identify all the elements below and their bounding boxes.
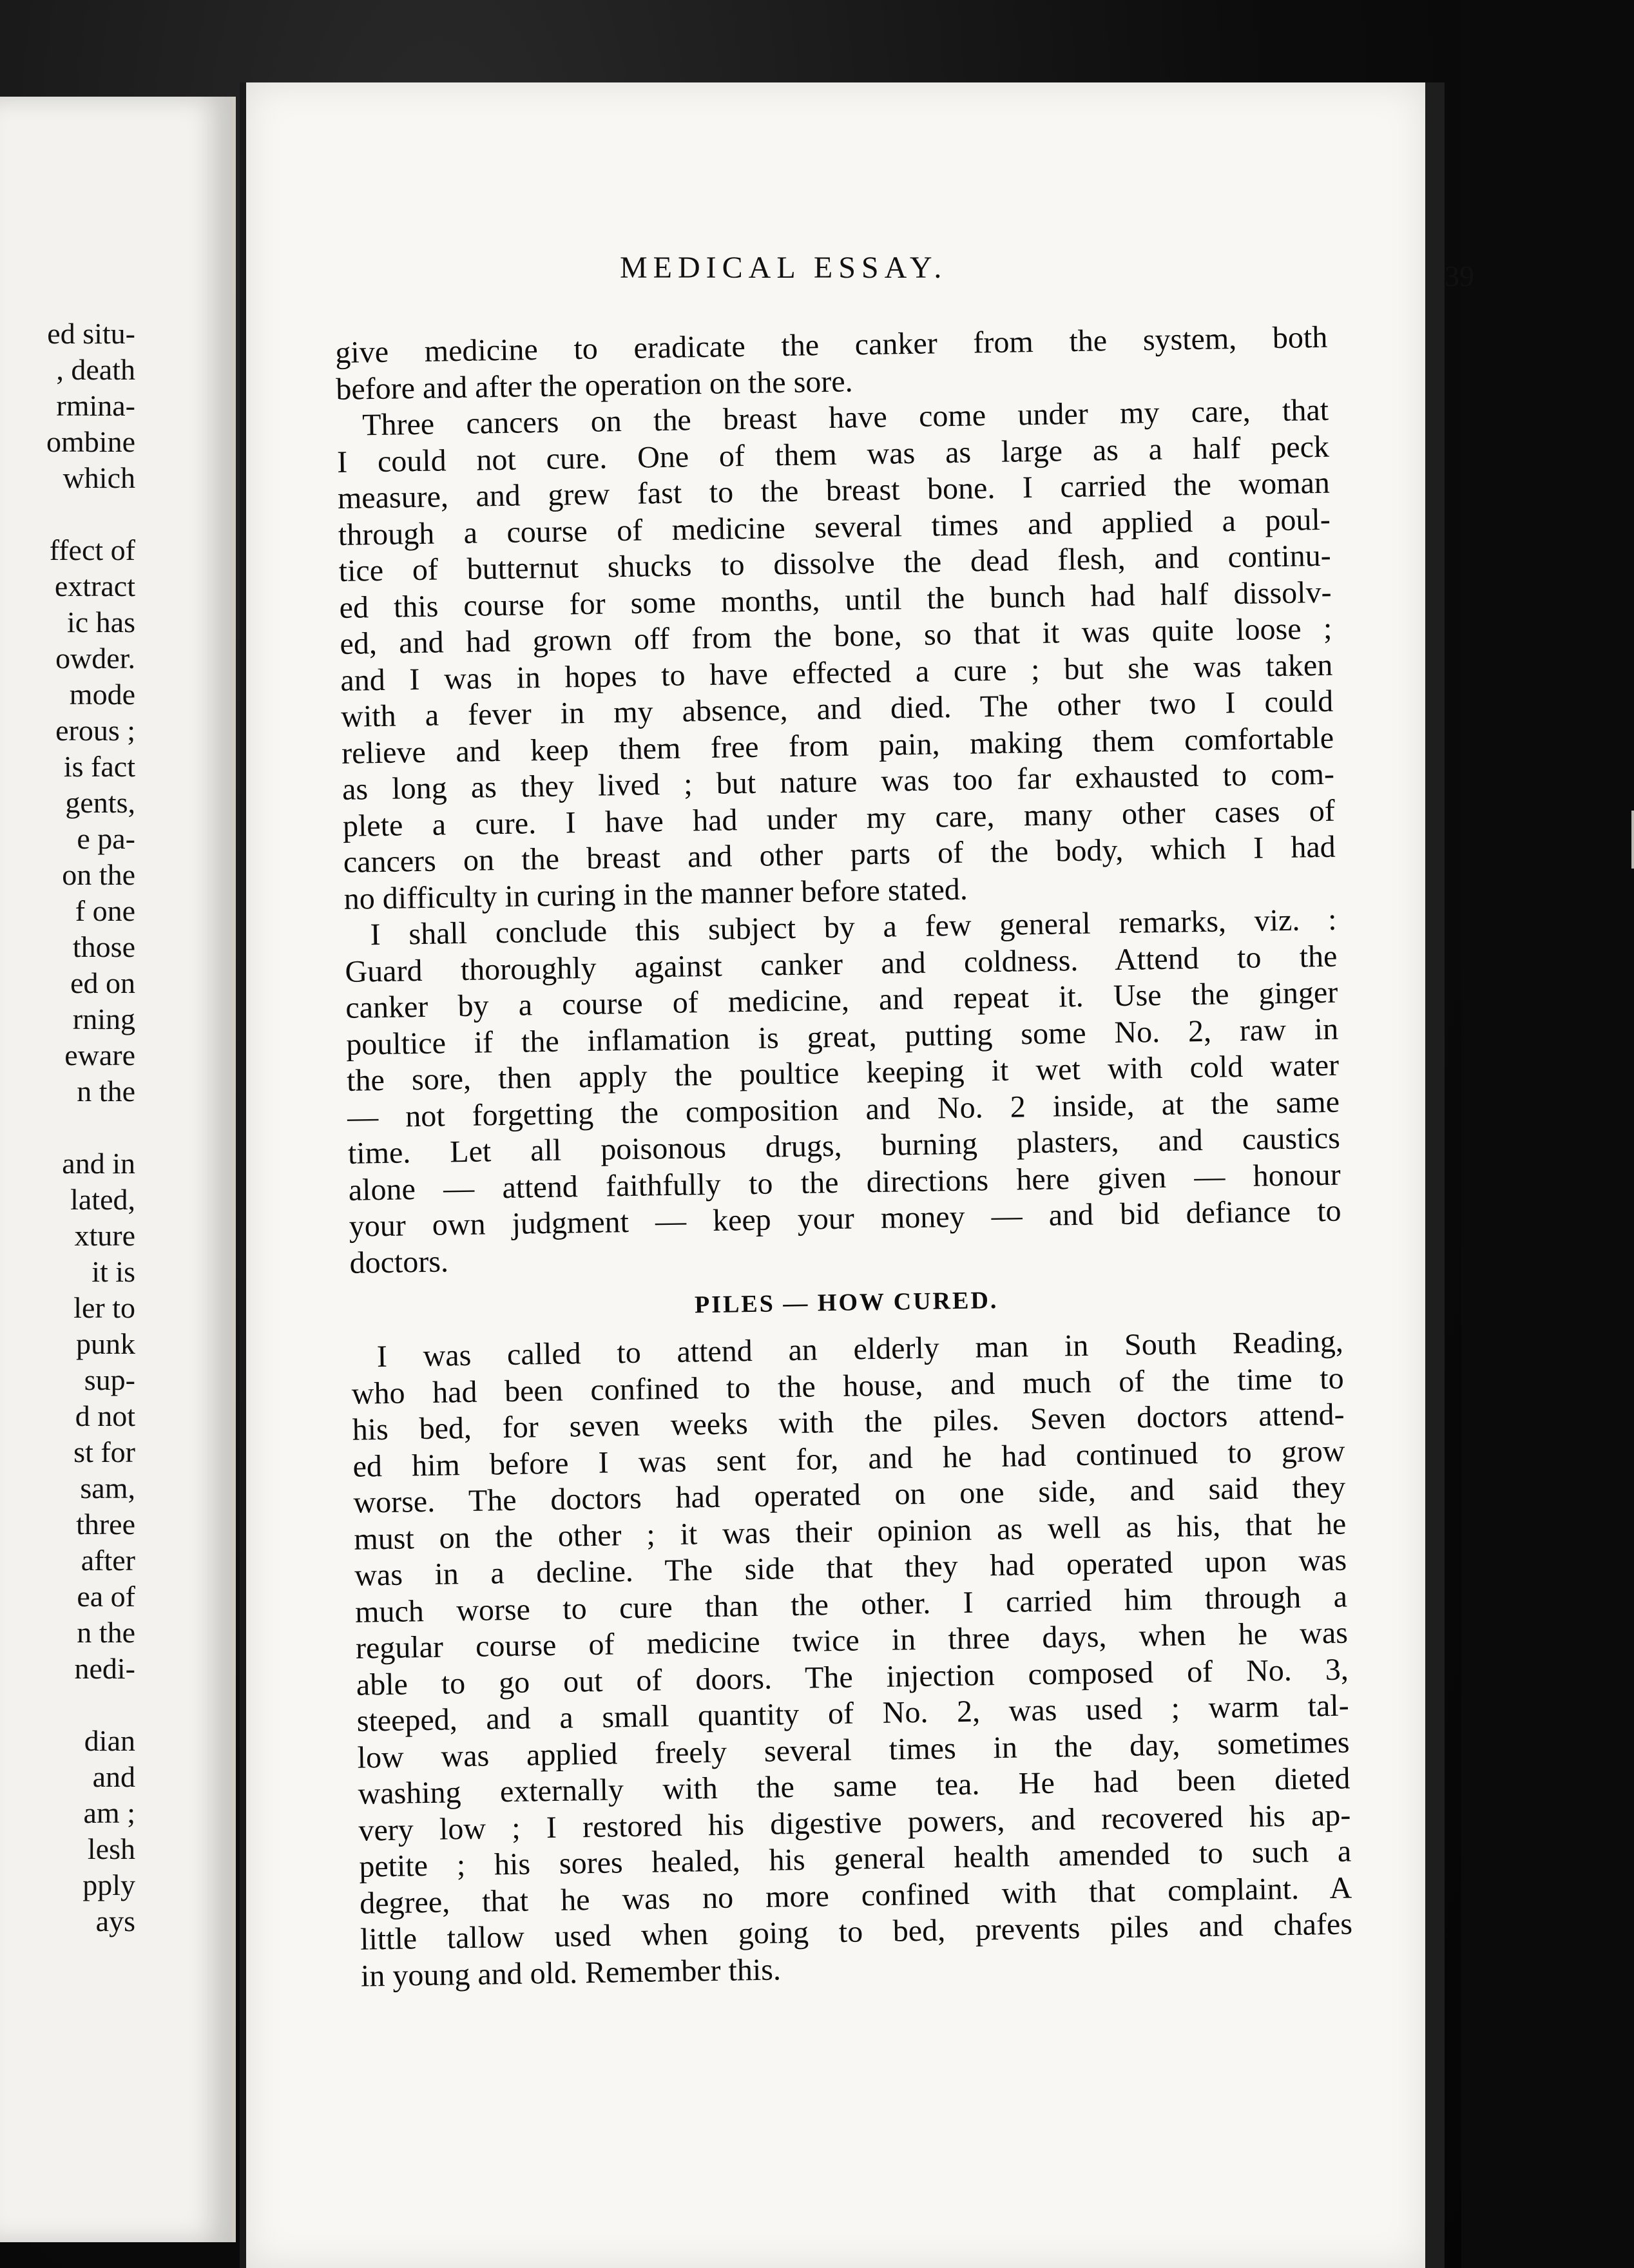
page-number: 39: [1445, 260, 1474, 293]
text-line: low was applied freely several times in the day, sometimes: [357, 1725, 1350, 1775]
text-line: poultice if the inflamation is great, putting some No. 2, raw in: [345, 1012, 1339, 1062]
left-page-fragment: [0, 97, 236, 2242]
text-line: alone — attend faithfully to the directions here given — honour: [348, 1157, 1341, 1207]
text-line: with a fever in my absence, and died. The other two I could: [340, 684, 1334, 734]
text-line: in young and old. Remember this.: [360, 1952, 782, 1994]
text-line: ed him before I was sent for, and he had continued to grow: [352, 1434, 1345, 1484]
left-page-line: sup-: [84, 1363, 135, 1396]
left-page-line: and in: [62, 1147, 135, 1180]
text-line: Three cancers on the breast have come under my care, that: [361, 392, 1329, 443]
text-line: his bed, for seven weeks with the piles. Seven doctors attend-: [352, 1397, 1345, 1447]
left-page-line: lated,: [70, 1183, 135, 1216]
text-line: as long as they lived ; but nature was too far exhausted to com-: [341, 756, 1335, 807]
text-line: — not forgetting the composition and No. 2 inside, at the same: [347, 1084, 1340, 1135]
left-page-line: , death: [56, 353, 135, 386]
text-line: I shall conclude this subject by a few general remarks, viz. :: [370, 902, 1337, 952]
left-page-line: ed situ-: [47, 317, 135, 350]
left-page-line: [0, 496, 232, 532]
text-line: I could not cure. One of them was as large as a half peck: [336, 429, 1330, 479]
left-page-line: lesh: [87, 1832, 135, 1865]
left-page-line: sam,: [80, 1472, 135, 1504]
left-page-line: ed on: [70, 966, 135, 999]
left-page-line: ler to: [73, 1291, 135, 1324]
left-page-line: n the: [77, 1075, 135, 1108]
running-header: [620, 250, 1554, 302]
text-line: the sore, then apply the poultice keeping it wet with cold water: [346, 1048, 1340, 1098]
left-page-line: e pa-: [77, 822, 135, 855]
left-page-line: am ;: [83, 1796, 135, 1829]
text-line: very low ; I restored his digestive powers, and recovered his ap-: [358, 1798, 1351, 1848]
text-line: petite ; his sores healed, his general health amended to such a: [358, 1834, 1352, 1884]
left-page-line: gents,: [65, 786, 135, 819]
left-page-line: d not: [75, 1399, 135, 1432]
text-line: regular course of medicine twice in three days, when he was: [355, 1615, 1349, 1666]
text-line: before and after the operation on the sore.: [335, 363, 853, 407]
left-page-line: those: [72, 930, 135, 963]
left-page-line: rmina-: [56, 389, 135, 422]
text-line: little tallow used when going to bed, prevents piles and chafes: [360, 1907, 1353, 1957]
text-line: and I was in hopes to have effected a cure ; but she was taken: [340, 648, 1333, 698]
left-page-line: st for: [73, 1436, 135, 1468]
left-page-line: mode: [69, 678, 135, 711]
left-page-line: pply: [82, 1869, 135, 1901]
left-page-line: ffect of: [49, 533, 135, 566]
left-page-line: [0, 1687, 232, 1723]
left-page-line: ombine: [46, 425, 135, 458]
text-line: much worse to cure than the other. I carried him through a: [354, 1579, 1348, 1629]
text-line: measure, and grew fast to the breast bone. I carried the woman: [337, 465, 1331, 515]
left-page-line: nedi-: [74, 1652, 135, 1685]
left-page-line: owder.: [55, 642, 135, 675]
margin-mark: [1631, 811, 1634, 869]
left-page-line: three: [76, 1508, 135, 1541]
text-line: ed this course for some months, until the bunch had half dissolv-: [339, 575, 1332, 625]
text-line: tice of butternut shucks to dissolve the dead flesh, and continu-: [338, 538, 1331, 588]
left-page-line: on the: [62, 858, 135, 891]
text-line: Guard thoroughly against canker and coldness. Attend to the: [345, 939, 1338, 989]
text-line: give medicine to eradicate the canker from the system, both: [335, 320, 1328, 370]
text-line: ed, and had grown off from the bone, so that it was quite loose ;: [340, 611, 1332, 661]
text-line: degree, that he was no more confined with that complaint. A: [359, 1870, 1352, 1921]
left-page-line: it is: [91, 1255, 135, 1288]
left-page-line: extract: [54, 570, 135, 602]
text-line: who had been confined to the house, and much of the time to: [351, 1361, 1345, 1411]
left-page-line: is fact: [63, 750, 135, 783]
left-page-text: [0, 316, 232, 1939]
left-page-line: n the: [77, 1616, 135, 1649]
left-page-line: xture: [74, 1219, 135, 1252]
text-line: must on the other ; it was their opinion as well as his, that he: [353, 1506, 1347, 1557]
text-line: relieve and keep them free from pain, making them comfortable: [341, 720, 1334, 771]
text-line: no difficulty in curing in the manner before stated.: [343, 872, 968, 916]
text-line: I was called to attend an elderly man in South Reading,: [376, 1324, 1344, 1374]
section-heading: PILES — HOW CURED.: [694, 1287, 999, 1319]
text-line: able to go out of doors. The injection composed of No. 3,: [356, 1652, 1349, 1702]
text-line: through a course of medicine several times and applied a poul-: [338, 502, 1331, 552]
left-page-line: rning: [72, 1003, 135, 1035]
left-page-line: ea of: [77, 1580, 135, 1613]
left-page-line: punk: [76, 1327, 135, 1360]
text-line: was in a decline. The side that they had operated upon was: [354, 1542, 1347, 1593]
text-line: time. Let all poisonous drugs, burning plasters, and caustics: [347, 1120, 1341, 1171]
left-page-line: dian: [84, 1724, 135, 1757]
text-line: steeped, and a small quantity of No. 2, was used ; warm tal-: [356, 1688, 1350, 1738]
left-page-line: ic has: [66, 606, 135, 639]
text-line: cancers on the breast and other parts of the body, which I had: [343, 829, 1336, 879]
left-page-line: erous ;: [55, 714, 135, 747]
text-line: canker by a course of medicine, and repeat it. Use the ginger: [345, 975, 1338, 1025]
left-page-line: and: [92, 1760, 135, 1793]
left-page-line: f one: [75, 894, 135, 927]
left-page-line: eware: [64, 1039, 135, 1072]
running-title: MEDICAL ESSAY.: [620, 251, 948, 285]
left-page-line: ays: [95, 1905, 135, 1937]
left-page-line: [0, 1110, 232, 1146]
text-line: doctors.: [349, 1244, 449, 1280]
left-page-line: which: [62, 461, 135, 494]
left-page-line: after: [81, 1544, 135, 1577]
text-line: your own judgment — keep your money — and bid defiance to: [349, 1193, 1341, 1244]
text-line: plete a cure. I have had under my care, many other cases of: [342, 793, 1336, 843]
body-text: [335, 320, 1353, 1995]
text-line: washing externally with the same tea. He had been dieted: [358, 1761, 1350, 1811]
text-line: worse. The doctors had operated on one side, and said they: [353, 1470, 1346, 1520]
